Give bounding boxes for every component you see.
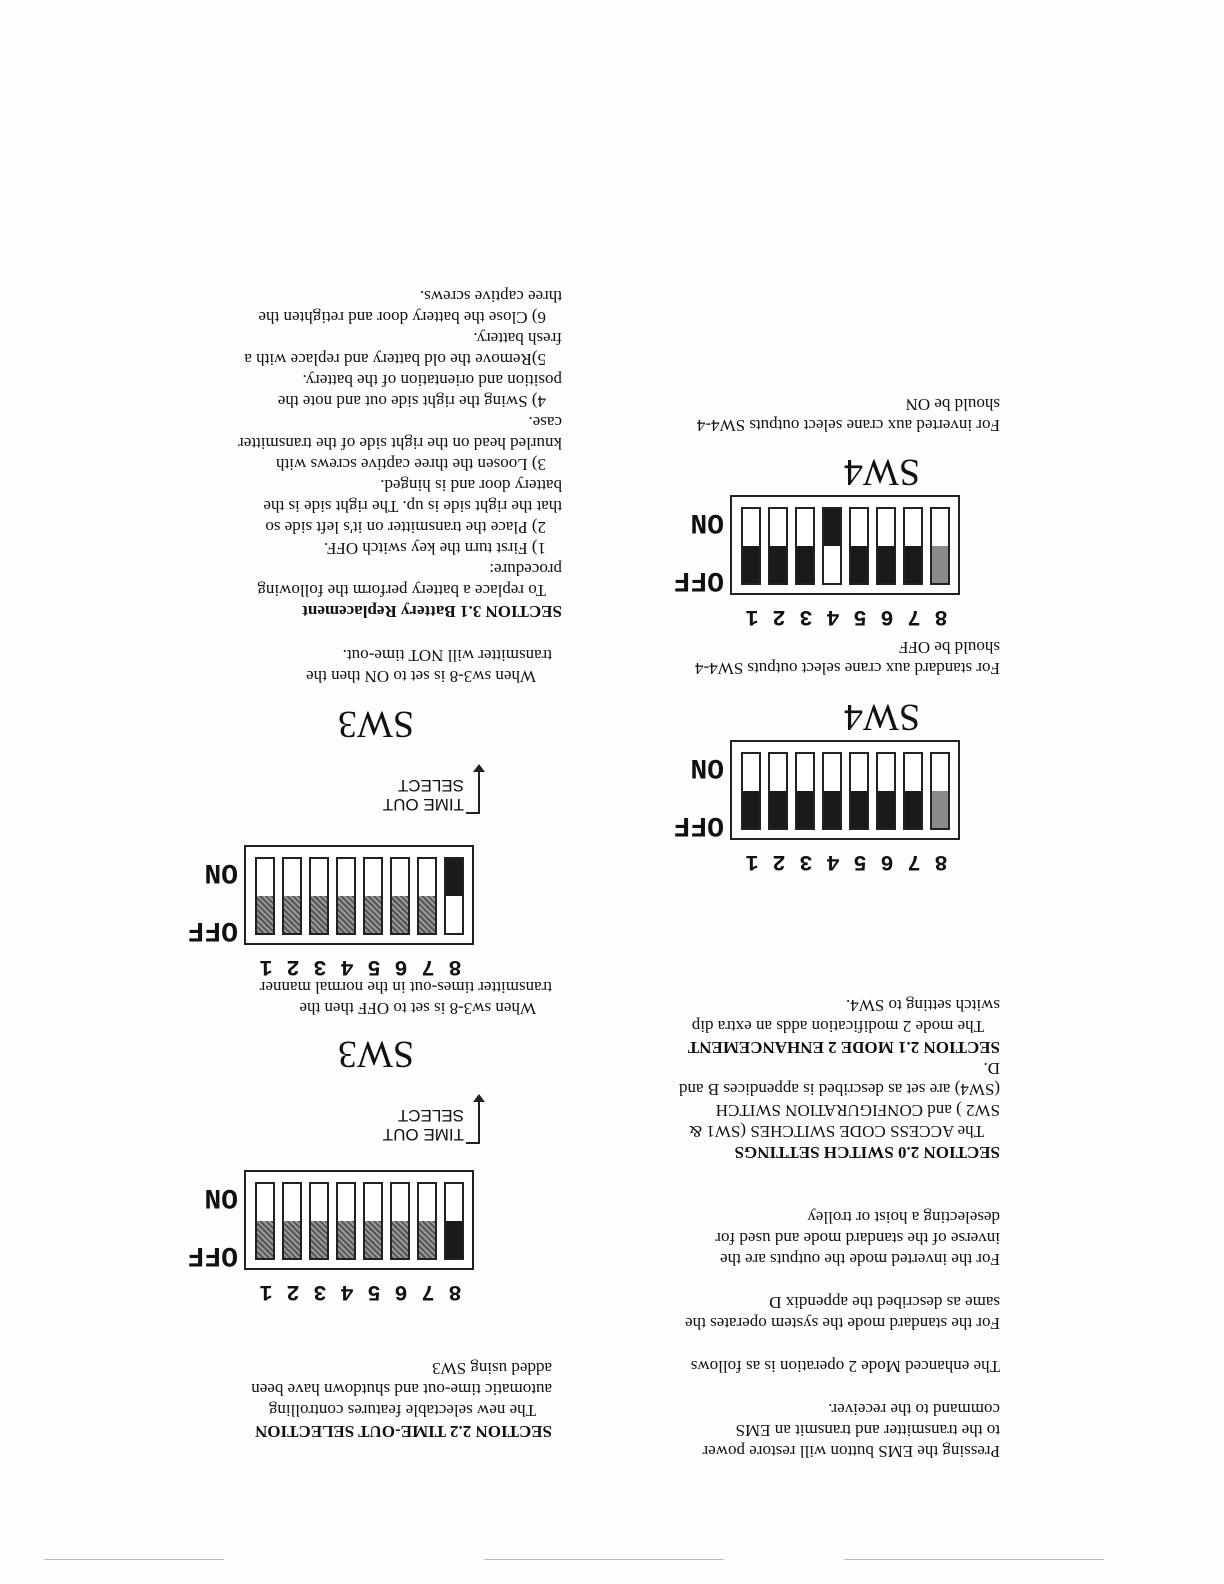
caption-line: For inverted aux crane select outputs SW4-4 (696, 416, 1000, 435)
section-2-0-line: SW2 ) and CONFIGURATION SWITCH (715, 1101, 1000, 1120)
dip-switch-lever (282, 1182, 302, 1260)
dip-switch-lever (336, 1182, 356, 1260)
sw3-on-label: SW3 (338, 703, 414, 745)
step-line: 1) First turn the key switch OFF. (324, 539, 546, 558)
left-column (679, 995, 1000, 1462)
on-label: ON (690, 506, 724, 537)
switch-number-row (234, 1276, 474, 1304)
time-out-text: TIME OUT (382, 1125, 464, 1144)
switch-number: 5 (853, 604, 867, 629)
switch-number: 5 (853, 849, 867, 874)
dip-switch-lever (255, 857, 275, 935)
select-text: SELECT (397, 776, 464, 795)
step-line: 3) Loosen the three captive screws with (275, 455, 546, 474)
switch-number: 4 (340, 954, 354, 979)
intro-line: Pressing the EMS button will restore power (702, 1442, 1000, 1461)
section-2-2 (251, 1358, 552, 1442)
arrow-icon (466, 1098, 480, 1144)
switch-number-row (234, 951, 474, 979)
dip-switch-lever (336, 857, 356, 935)
section-2-2-heading: SECTION 2.2 TIME-OUT SELECTION (255, 1422, 552, 1441)
step-line: fresh battery. (473, 329, 562, 348)
switch-number: 7 (907, 849, 921, 874)
caption-line: When sw3-8 is set to ON then the (306, 667, 536, 686)
section-2-0-heading: SECTION 2.0 SWITCH SETTINGS (734, 1143, 1000, 1162)
standard-mode-line: For the standard mode the system operates the (685, 1314, 1000, 1333)
switch-number: 2 (772, 604, 786, 629)
dip-switch-lever (444, 1182, 464, 1260)
caption-line: For standard aux crane select outputs SW4-4 (695, 659, 1000, 678)
switch-number: 6 (394, 1279, 408, 1304)
dip-switch-body (244, 845, 474, 945)
switch-number: 1 (259, 1279, 273, 1304)
section-3-1-intro: procedure: (489, 560, 562, 579)
dip-switch-lever (255, 1182, 275, 1260)
section-2-1-line: switch setting to SW4. (846, 996, 1000, 1015)
sw3-on-caption (306, 645, 552, 687)
sw4-standard-caption (695, 637, 1000, 679)
inverted-mode-line: inverse of the standard mode and used for (715, 1229, 1000, 1248)
switch-number: 3 (313, 954, 327, 979)
switch-number: 7 (907, 604, 921, 629)
step-line: 6) Close the battery door and retighten the (258, 308, 546, 327)
inverted-mode-line: For the inverted mode the outputs are the (720, 1250, 1000, 1269)
switch-number: 8 (448, 1279, 462, 1304)
caption-line: should be OFF (898, 638, 1000, 657)
switch-number: 2 (286, 1279, 300, 1304)
dip-switch-lever (876, 507, 896, 585)
dip-switch-lever (795, 752, 815, 830)
dip-switch-lever (309, 857, 329, 935)
dip-switch-lever (390, 1182, 410, 1260)
step-line: three captive screws. (419, 287, 562, 306)
dip-switch-lever (768, 507, 788, 585)
caption-line: transmitter will NOT time-out. (342, 646, 552, 665)
step-line: case. (528, 413, 562, 432)
switch-number: 4 (826, 849, 840, 874)
switch-number: 5 (367, 1279, 381, 1304)
scan-artifact (484, 1559, 724, 1560)
switch-number: 4 (340, 1279, 354, 1304)
sw3-off-caption (260, 977, 552, 1019)
on-label: ON (204, 856, 238, 887)
time-out-text: TIME OUT (382, 795, 464, 814)
dip-switch-lever (309, 1182, 329, 1260)
switch-number: 5 (367, 954, 381, 979)
switch-number: 2 (772, 849, 786, 874)
dip-switch-lever (822, 752, 842, 830)
dip-switch-lever (822, 507, 842, 585)
dip-switch-lever (417, 1182, 437, 1260)
dip-switch-lever (849, 752, 869, 830)
dip-switch-lever (903, 752, 923, 830)
section-2-2-line: The new selectable features controlling (268, 1401, 536, 1420)
section-3-1 (238, 286, 562, 622)
switch-number: 4 (826, 604, 840, 629)
dip-switch-lever (930, 507, 950, 585)
step-line: 5)Remove the old battery and replace with a (244, 350, 546, 369)
dip-switch-lever (363, 1182, 383, 1260)
step-line: 4) Swing the right side out and note the (277, 392, 546, 411)
switch-number: 6 (394, 954, 408, 979)
arrow-icon (466, 768, 480, 814)
step-line: battery door and is hinged. (380, 476, 562, 495)
dip-switch-lever (768, 752, 788, 830)
dip-switch-lever (444, 857, 464, 935)
mode2-intro: The enhanced Mode 2 operation is as follows (690, 1357, 1000, 1376)
sw4-inverted-caption (697, 394, 1000, 436)
off-label: OFF (673, 809, 724, 840)
section-3-1-intro: To replace a battery perform the following (257, 581, 546, 600)
off-label: OFF (673, 564, 724, 595)
dip-switch-body (730, 495, 960, 595)
step-line: knurled head on the right side of the transmitter (238, 434, 562, 453)
section-2-2-line: added using SW3 (432, 1359, 552, 1378)
scan-artifact (44, 1559, 224, 1560)
select-text: SELECT (397, 1106, 464, 1125)
switch-number: 3 (313, 1279, 327, 1304)
caption-line: When sw3-8 is set to OFF then the (299, 999, 536, 1018)
caption-line: transmitter times-out in the normal manner (259, 978, 552, 997)
step-line: that the right side is up. The right side is the (263, 497, 562, 516)
dip-switch-lever (390, 857, 410, 935)
dip-switch-lever (417, 857, 437, 935)
time-out-select-label (383, 1106, 464, 1144)
switch-number: 7 (421, 954, 435, 979)
switch-number: 6 (880, 849, 894, 874)
dip-switch-body (730, 740, 960, 840)
sw4-inverted-label: SW4 (844, 451, 920, 493)
on-label: ON (690, 751, 724, 782)
switch-number: 1 (745, 604, 759, 629)
dip-switch-lever (903, 507, 923, 585)
sw4-standard-label: SW4 (844, 696, 920, 738)
off-label: OFF (187, 914, 238, 945)
on-label: ON (204, 1181, 238, 1212)
switch-number: 1 (745, 849, 759, 874)
section-2-0-line: D. (983, 1059, 1000, 1078)
dip-switch-lever (741, 752, 761, 830)
dip-switch-lever (282, 857, 302, 935)
intro-line: command to the receiver. (828, 1400, 1000, 1419)
switch-number: 3 (799, 604, 813, 629)
standard-mode-line: same as described the appendix D (769, 1293, 1000, 1312)
intro-line: to the transmitter and transmit an EMS (735, 1421, 1000, 1440)
inverted-mode-line: deselecting a hoist or trolley (807, 1208, 1000, 1227)
dip-switch-lever (795, 507, 815, 585)
dip-switch-lever (930, 752, 950, 830)
step-line: 2) Place the transmitter on it's left side so (265, 518, 546, 537)
step-line: position and orientation of the battery. (302, 371, 562, 390)
switch-number: 8 (934, 604, 948, 629)
switch-number: 7 (421, 1279, 435, 1304)
switch-number: 2 (286, 954, 300, 979)
dip-switch-lever (849, 507, 869, 585)
caption-line: should be ON (905, 395, 1000, 414)
sw3-off-label: SW3 (338, 1033, 414, 1075)
section-2-1-heading: SECTION 2.1 MODE 2 ENHANCEMENT (687, 1038, 1000, 1057)
switch-number: 1 (259, 954, 273, 979)
dip-switch-lever (741, 507, 761, 585)
scan-artifact (844, 1559, 1104, 1560)
switch-number: 3 (799, 849, 813, 874)
dip-switch-body (244, 1170, 474, 1270)
section-2-1-line: The mode 2 modification adds an extra dip (691, 1017, 984, 1036)
switch-number: 8 (934, 849, 948, 874)
section-2-2-line: automatic time-out and shutdown have been (251, 1380, 552, 1399)
section-3-1-heading: SECTION 3.1 Battery Replacement (302, 602, 562, 621)
switch-number-row (720, 601, 960, 629)
section-2-0-line: (SW4) are set as described is appendices B and (679, 1080, 1000, 1099)
switch-number: 8 (448, 954, 462, 979)
off-label: OFF (187, 1239, 238, 1270)
dip-switch-lever (876, 752, 896, 830)
switch-number-row (720, 846, 960, 874)
switch-number: 6 (880, 604, 894, 629)
time-out-select-label (383, 776, 464, 814)
dip-switch-lever (363, 857, 383, 935)
section-2-0-line: The ACCESS CODE SWITCHES (SW1 & (688, 1122, 984, 1141)
